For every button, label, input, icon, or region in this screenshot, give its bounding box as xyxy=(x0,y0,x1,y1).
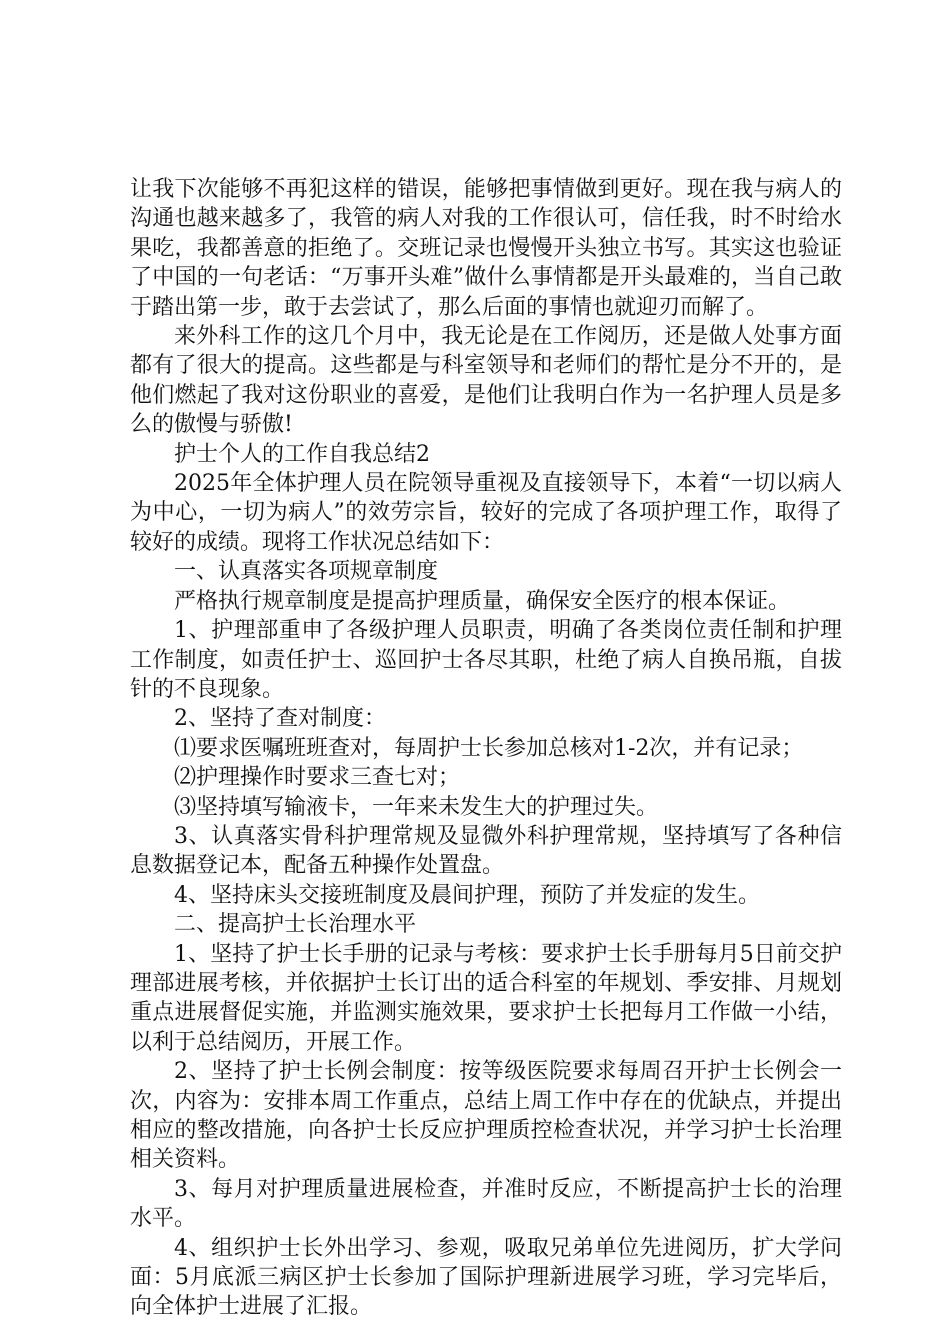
document-body xyxy=(130,175,842,1322)
paragraph: 严格执行规章制度是提高护理质量，确保安全医疗的根本保证。 xyxy=(174,588,791,614)
list-item: 3、认真落实骨科护理常规及显微外科护理常规，坚持填写了各种信息数据登记本，配备五种操作处置盘。 xyxy=(130,823,842,879)
list-item: 2、坚持了护士长例会制度：按等级医院要求每周召开护士长例会一次，内容为：安排本周工作重点，总结上周工作中存在的优缺点，并提出相应的整改措施，向各护士长反应护理质控检查状况，并学习护士长治理相关资料。 xyxy=(130,1059,842,1173)
sub-list-item: ⑴要求医嘱班班查对，每周护士长参加总核对1-2次，并有记录； xyxy=(174,735,804,761)
paragraph: 来外科工作的这几个月中，我无论是在工作阅历，还是做人处事方面都有了很大的提高。这些都是与科室领导和老师们的帮忙是分不开的，是他们燃起了我对这份职业的喜爱，是他们让我明白作为一名护理人员是多么的傲慢与骄傲! xyxy=(130,324,842,438)
list-item: 1、坚持了护士长手册的记录与考核：要求护士长手册每月5日前交护理部进展考核，并依据护士长订出的适合科室的年规划、季安排、月规划重点进展督促实施，并监测实施效果，要求护士长把每月工作做一小结，以利于总结阅历，开展工作。 xyxy=(130,941,842,1055)
paragraph-continuation: 让我下次能够不再犯这样的错误，能够把事情做到更好。现在我与病人的沟通也越来越多了，我管的病人对我的工作很认可，信任我，时不时给水果吃，我都善意的拒绝了。交班记录也慢慢开头独立书写。其实这也验证了中国的一句老话：“万事开头难”做什么事情都是开头最难的，当自己敢于踏出第一步，敢于去尝试了，那么后面的事情也就迎刃而解了。 xyxy=(130,177,842,320)
section-heading: 一、认真落实各项规章制度 xyxy=(174,559,439,585)
paragraph: 2025年全体护理人员在院领导重视及直接领导下，本着“一切以病人为中心，一切为病人”的效劳宗旨，较好的完成了各项护理工作，取得了较好的成绩。现将工作状况总结如下： xyxy=(130,471,842,555)
list-item: 2、坚持了查对制度： xyxy=(174,706,386,732)
section-title: 护士个人的工作自我总结2 xyxy=(174,441,430,467)
sub-list-item: ⑶坚持填写输液卡，一年来未发生大的护理过失。 xyxy=(174,794,659,820)
list-item: 3、每月对护理质量进展检查，并准时反应，不断提高护士长的治理水平。 xyxy=(130,1176,842,1232)
sub-list-item: ⑵护理操作时要求三查七对； xyxy=(174,765,461,791)
list-item: 1、护理部重申了各级护理人员职责，明确了各类岗位责任制和护理工作制度，如责任护士、巡回护士各尽其职，杜绝了病人自换吊瓶，自拔针的不良现象。 xyxy=(130,618,842,702)
list-item: 4、坚持床头交接班制度及晨间护理，预防了并发症的发生。 xyxy=(174,882,760,908)
list-item: 4、组织护士长外出学习、参观，吸取兄弟单位先进阅历，扩大学问面：5月底派三病区护士长参加了国际护理新进展学习班，学习完毕后，向全体护士进展了汇报。 xyxy=(130,1235,842,1320)
section-heading: 二、提高护士长治理水平 xyxy=(174,912,417,938)
